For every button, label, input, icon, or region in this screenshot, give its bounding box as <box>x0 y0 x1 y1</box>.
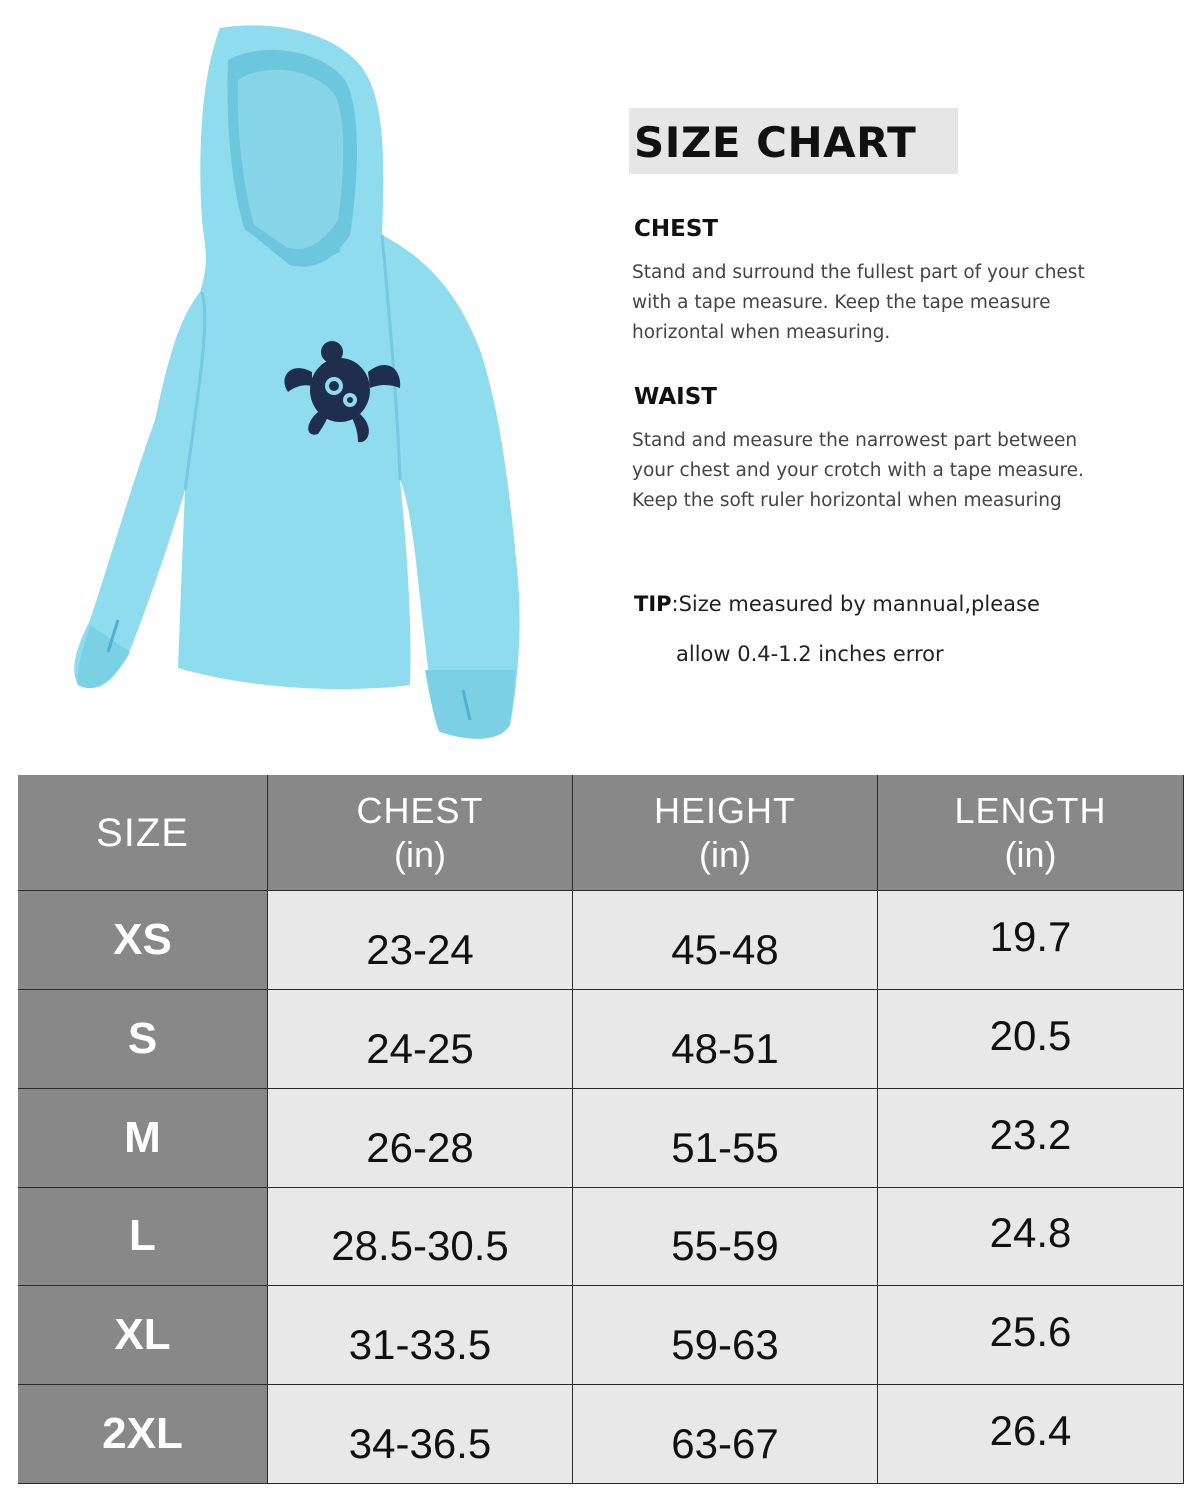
tip-label: TIP <box>634 592 672 616</box>
tip-text: :Size measured by mannual,please <box>671 592 1040 616</box>
header-label: SIZE <box>96 810 189 855</box>
height-cell: 63-67 <box>573 1385 878 1484</box>
header-unit: (in) <box>1004 833 1057 875</box>
size-cell: 2XL <box>18 1385 268 1484</box>
right-cuff <box>425 670 515 739</box>
waist-line: Stand and measure the narrowest part between <box>632 430 1078 451</box>
header-label: LENGTH <box>954 790 1107 832</box>
header-length <box>878 775 1184 891</box>
height-cell: 45-48 <box>573 891 878 990</box>
chest-cell: 34-36.5 <box>268 1385 573 1484</box>
tip-note <box>634 592 1040 616</box>
waist-instructions <box>632 426 1132 516</box>
header-label: CHEST <box>356 790 484 832</box>
chest-heading: CHEST <box>634 216 719 242</box>
length-cell: 25.6 <box>878 1286 1184 1385</box>
header-size <box>18 775 268 891</box>
chest-instructions <box>632 258 1132 348</box>
header-unit: (in) <box>699 833 751 875</box>
length-cell: 19.7 <box>878 891 1184 990</box>
length-cell: 23.2 <box>878 1089 1184 1188</box>
chest-cell: 26-28 <box>268 1089 573 1188</box>
length-cell: 24.8 <box>878 1188 1184 1287</box>
size-cell: M <box>18 1089 268 1188</box>
chest-cell: 31-33.5 <box>268 1286 573 1385</box>
hoodie-illustration <box>60 20 540 760</box>
header-height <box>573 775 878 891</box>
waist-line: your chest and your crotch with a tape measure. <box>632 460 1084 481</box>
waist-heading: WAIST <box>634 384 717 410</box>
height-cell: 59-63 <box>573 1286 878 1385</box>
length-cell: 26.4 <box>878 1385 1184 1484</box>
waist-line: Keep the soft ruler horizontal when measuring <box>632 490 1062 511</box>
height-cell: 55-59 <box>573 1188 878 1287</box>
chest-cell: 28.5-30.5 <box>268 1188 573 1287</box>
chest-line: horizontal when measuring. <box>632 322 891 343</box>
size-cell: XL <box>18 1286 268 1385</box>
tip-text-continued: allow 0.4-1.2 inches error <box>676 642 944 666</box>
size-cell: S <box>18 990 268 1089</box>
size-table <box>18 775 1184 1484</box>
header-unit: (in) <box>394 833 446 875</box>
size-cell: L <box>18 1188 268 1287</box>
height-cell: 48-51 <box>573 990 878 1089</box>
length-cell: 20.5 <box>878 990 1184 1089</box>
chest-cell: 24-25 <box>268 990 573 1089</box>
height-cell: 51-55 <box>573 1089 878 1188</box>
chest-cell: 23-24 <box>268 891 573 990</box>
page-title: SIZE CHART <box>634 118 917 167</box>
size-cell: XS <box>18 891 268 990</box>
header-chest <box>268 775 573 891</box>
header-label: HEIGHT <box>653 790 796 832</box>
chest-line: Stand and surround the fullest part of your chest <box>632 262 1085 283</box>
chest-line: with a tape measure. Keep the tape measure <box>632 292 1051 313</box>
hood-opening <box>238 70 344 249</box>
